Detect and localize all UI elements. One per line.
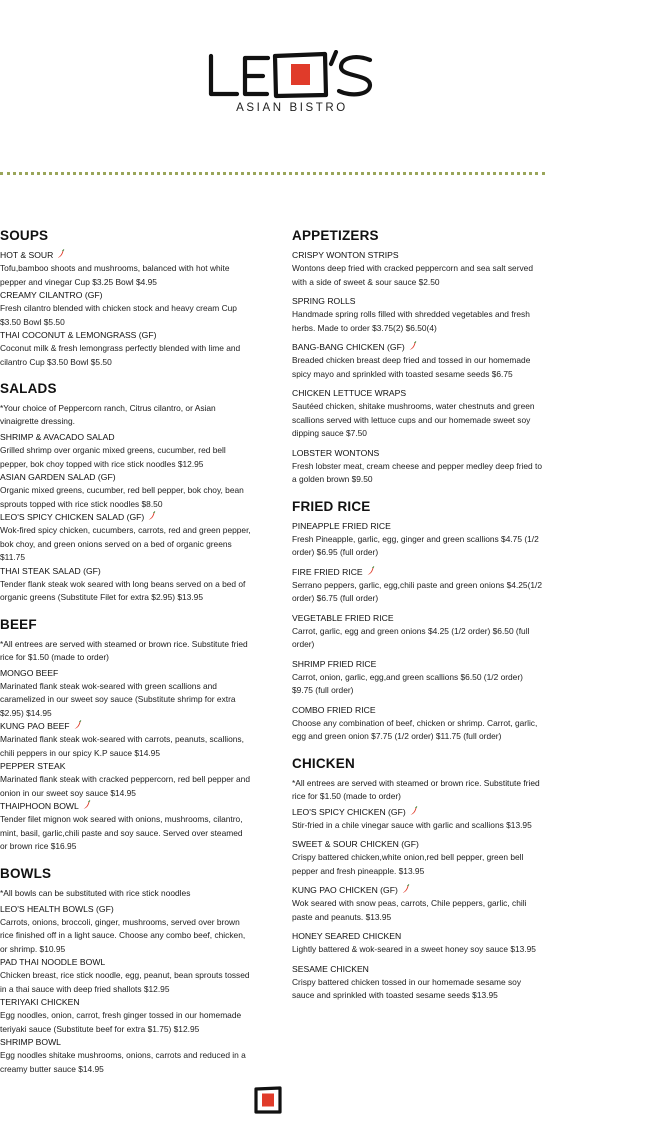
menu-item xyxy=(0,471,252,511)
menu-item xyxy=(292,704,544,744)
menu-item xyxy=(292,658,544,698)
menu-item xyxy=(0,996,252,1036)
menu-item-description: Marinated flank steak with cracked peppercorn, red bell pepper and onion in our sweet soy sauce $14.95 xyxy=(0,774,250,798)
menu-item-name: SHRIMP BOWL xyxy=(0,1037,61,1047)
chili-pepper-icon xyxy=(82,800,91,810)
menu-item-name-row xyxy=(292,295,544,308)
logo-stamp-icon xyxy=(253,1085,283,1115)
menu-item-name-row xyxy=(292,658,544,671)
menu-item-description: Crispy battered chicken,white onion,red bell pepper, green bell pepper and fresh pineapple. $13.95 xyxy=(292,852,524,876)
section-heading: BOWLS xyxy=(0,865,52,881)
menu-item xyxy=(0,565,252,605)
menu-item xyxy=(292,612,544,652)
menu-item-name-row xyxy=(292,612,544,625)
menu-item-description: Chicken breast, rice stick noodle, egg, peanut, bean sprouts tossed in a thai sauce with deep fried shallots $12.95 xyxy=(0,970,250,994)
menu-item xyxy=(292,806,544,833)
menu-item-name-row xyxy=(0,667,252,680)
menu-item xyxy=(292,341,544,381)
menu-item xyxy=(0,511,252,565)
chili-pepper-icon xyxy=(147,511,156,521)
menu-item xyxy=(292,447,544,487)
menu-item xyxy=(0,956,252,996)
section-heading: FRIED RICE xyxy=(292,498,371,514)
menu-item-name-row xyxy=(0,1036,252,1049)
menu-item-name-row xyxy=(0,511,252,524)
chili-pepper-icon xyxy=(408,341,417,351)
menu-item-name: HONEY SEARED CHICKEN xyxy=(292,931,402,941)
menu-section xyxy=(0,228,252,369)
menu-item xyxy=(0,720,252,760)
chili-pepper-icon xyxy=(56,249,65,259)
menu-item-description: Fresh cilantro blended with chicken stock and heavy cream Cup $3.50 Bowl $5.50 xyxy=(0,303,237,327)
menu-item-description: Marinated flank steak wok-seared with carrots, peanuts, scallions, chili peppers in our spicy K.P sauce $14.95 xyxy=(0,734,244,758)
menu-item-name: CREAMY CILANTRO (GF) xyxy=(0,290,103,300)
menu-item-name: SHRIMP & AVACADO SALAD xyxy=(0,432,115,442)
menu-item-name-row xyxy=(292,249,544,262)
menu-item-name-row xyxy=(0,565,252,578)
menu-section xyxy=(0,617,252,854)
section-note: *All bowls can be substituted with rice stick noodles xyxy=(0,887,191,898)
menu-item-name: SWEET & SOUR CHICKEN (GF) xyxy=(292,839,419,849)
section-heading: CHICKEN xyxy=(292,755,355,771)
menu-item-name: LEO'S SPICY CHICKEN SALAD (GF) xyxy=(0,512,145,522)
menu-item-description: Wontons deep fried with cracked peppercorn and sea salt served with a side of sweet & sour sauce $2.50 xyxy=(292,263,533,287)
menu-item xyxy=(0,800,252,854)
chili-pepper-icon xyxy=(409,806,418,816)
menu-item-description: Egg noodles shitake mushrooms, onions, carrots and reduced in a creamy butter sauce $14.95 xyxy=(0,1050,246,1074)
leos-logo-wordmark xyxy=(205,50,375,100)
section-note: *Your choice of Peppercorn ranch, Citrus cilantro, or Asian vinaigrette dressing. xyxy=(0,403,216,426)
menu-section xyxy=(292,756,544,1003)
menu-item-name: HOT & SOUR xyxy=(0,250,54,260)
section-heading: SALADS xyxy=(0,381,57,396)
menu-item-name: ASIAN GARDEN SALAD (GF) xyxy=(0,472,116,482)
chili-pepper-icon xyxy=(366,566,375,576)
menu-item-description: Sautéed chicken, shitake mushrooms, water chestnuts and green scallions served with lettuce cups and our homemade sweet soy dipping sauce $7.50 xyxy=(292,401,535,438)
menu-item-name: TERIYAKI CHICKEN xyxy=(0,997,80,1007)
menu-item-description: Coconut milk & fresh lemongrass perfectly blended with lime and cilantro Cup $3.50 Bowl $5.50 xyxy=(0,343,241,367)
menu-item-name-row xyxy=(0,800,252,813)
section-note: *All entrees are served with steamed or brown rice. Substitute fried rice for $1.50 (made to order) xyxy=(0,638,248,662)
menu-item-description: Carrot, onion, garlic, egg,and green scallions $6.50 (1/2 order) $9.75 (full order) xyxy=(292,671,523,695)
menu-item-description: Carrots, onions, broccoli, ginger, mushrooms, served over brown rice finished off in a light sauce. Choose any combo beef, chicken, or shrimp. $10.95 xyxy=(0,916,246,954)
menu-item-description: Fresh lobster meat, cream cheese and pepper medley deep fried to a golden brown $9.50 xyxy=(292,460,542,484)
menu-right-column xyxy=(292,224,544,1015)
menu-item-name-row xyxy=(292,704,544,717)
menu-item-name-row xyxy=(0,903,252,916)
menu-item-name: LOBSTER WONTONS xyxy=(292,447,380,458)
menu-item xyxy=(292,963,544,1003)
menu-item-name-row xyxy=(292,806,544,819)
menu-item-name: SPRING ROLLS xyxy=(292,296,356,306)
menu-item-name-row xyxy=(292,963,544,976)
menu-section xyxy=(0,866,252,1077)
menu-item-name: PINEAPPLE FRIED RICE xyxy=(292,520,391,531)
menu-item-name-row xyxy=(292,838,544,851)
menu-item-description: Lightly battered & wok-seared in a sweet honey soy sauce $13.95 xyxy=(292,944,536,954)
menu-item-name-row xyxy=(0,956,252,969)
menu-item-name: CHICKEN LETTUCE WRAPS xyxy=(292,388,407,398)
menu-item-name-row xyxy=(0,431,252,444)
chili-pepper-icon xyxy=(401,884,410,894)
menu-item-name: LEO'S SPICY CHICKEN (GF) xyxy=(292,806,406,817)
menu-item-name: CRISPY WONTON STRIPS xyxy=(292,250,399,260)
menu-item-name: BANG-BANG CHICKEN (GF) xyxy=(292,342,405,352)
menu-item xyxy=(292,884,544,924)
menu-item-name: KUNG PAO CHICKEN (GF) xyxy=(292,885,398,895)
menu-item xyxy=(0,431,252,471)
menu-item-description: Choose any combination of beef, chicken or shrimp. Carrot, garlic, egg and green onion $7.75 (1/2 order) $11.75 (full order) xyxy=(292,717,538,741)
menu-item-name-row xyxy=(292,884,544,897)
menu-item xyxy=(292,295,544,335)
menu-item-description: Wok-fired spicy chicken, cucumbers, carrots, red and green pepper, bok choy, and green onions served on a bed of organic greens $11.75 xyxy=(0,525,251,562)
menu-section xyxy=(0,381,252,605)
menu-item xyxy=(0,329,252,369)
menu-section xyxy=(292,228,544,487)
menu-item-name: SESAME CHICKEN xyxy=(292,963,369,974)
menu-item-name: PEPPER STEAK xyxy=(0,761,66,771)
menu-item-name-row xyxy=(0,249,252,262)
menu-item xyxy=(292,249,544,289)
menu-item xyxy=(292,566,544,606)
menu-item-name: THAI STEAK SALAD (GF) xyxy=(0,565,101,576)
section-heading: BEEF xyxy=(0,616,37,632)
menu-item-description: Breaded chicken breast deep fried and tossed in our homemade spicy mayo and sprinkled with toasted sesame seeds $6.75 xyxy=(292,355,531,379)
menu-item-name-row xyxy=(292,930,544,943)
menu-item-name: LEO'S HEALTH BOWLS (GF) xyxy=(0,903,114,914)
menu-item-name-row xyxy=(0,471,252,484)
menu-item-description: Organic mixed greens, cucumber, red bell pepper, bok choy, bean sprouts topped with rice stick noodles $8.50 xyxy=(0,485,244,509)
menu-item-description: Egg noodles, onion, carrot, fresh ginger tossed in our homemade teriyaki sauce (Substitute beef for extra $1.75) $12.95 xyxy=(0,1010,242,1034)
menu-item xyxy=(292,838,544,878)
menu-item xyxy=(0,903,252,957)
menu-item xyxy=(0,1036,252,1076)
menu-item xyxy=(0,760,252,800)
menu-item-name-row xyxy=(292,341,544,354)
menu-item-description: Crispy battered chicken tossed in our homemade sesame soy sauce and sprinkled with toasted sesame seeds $13.95 xyxy=(292,976,522,1000)
menu-item-name-row xyxy=(0,329,252,342)
menu-item-name-row xyxy=(0,289,252,302)
menu-item-name-row xyxy=(292,520,544,533)
menu-item-name-row xyxy=(0,760,252,773)
menu-item-description: Fresh Pineapple, garlic, egg, ginger and green scallions $4.75 (1/2 order) $6.95 (full order) xyxy=(292,533,539,557)
dotted-divider xyxy=(0,172,545,176)
menu-item-name-row xyxy=(292,447,544,460)
menu-item-name-row xyxy=(0,996,252,1009)
menu-item-name: VEGETABLE FRIED RICE xyxy=(292,612,394,623)
chili-pepper-icon xyxy=(73,720,82,730)
menu-item-name-row xyxy=(292,387,544,400)
menu-item-description: Handmade spring rolls filled with shredded vegetables and fresh herbs. Made to order $3.75(2) $6.50(4) xyxy=(292,309,530,333)
menu-item-description: Grilled shrimp over organic mixed greens, cucumber, red bell pepper, bok choy topped with rice stick noodles $12.95 xyxy=(0,445,226,469)
menu-item-name: MONGO BEEF xyxy=(0,667,59,678)
section-note: *All entrees are served with steamed or brown rice. Substitute fried rice for $1.50 (made to order) xyxy=(292,777,540,801)
menu-item xyxy=(0,667,252,721)
menu-item-name-row xyxy=(292,566,544,579)
menu-item-name-row xyxy=(0,720,252,733)
menu-item-name: THAI COCONUT & LEMONGRASS (GF) xyxy=(0,330,157,340)
menu-item-name: THAIPHOON BOWL xyxy=(0,801,79,811)
menu-item xyxy=(292,930,544,957)
menu-item-description: Marinated flank steak wok-seared with green scallions and caramelized in our sweet soy sauce (Substitute shrimp for extra $2.95) $14.95 xyxy=(0,680,236,718)
menu-item-description: Serrano peppers, garlic, egg,chili paste and green onions $4.25(1/2 order) $6.75 (full order) xyxy=(292,579,543,603)
logo-tagline: ASIAN BISTRO xyxy=(236,102,348,114)
menu-section xyxy=(292,499,544,744)
menu-item xyxy=(292,520,544,560)
menu-item-name: PAD THAI NOODLE BOWL xyxy=(0,957,106,967)
menu-item-description: Tender flank steak wok seared with long beans served on a bed of organic greens (Substitute Filet for extra $2.95) $13.95 xyxy=(0,578,246,602)
menu-item xyxy=(292,387,544,441)
section-heading: SOUPS xyxy=(0,228,49,243)
menu-item-description: Wok seared with snow peas, carrots, Chile peppers, garlic, chili paste and peanuts. $13.95 xyxy=(292,898,527,922)
menu-item-name: SHRIMP FRIED RICE xyxy=(292,658,377,669)
menu-item-description: Carrot, garlic, egg and green onions $4.25 (1/2 order) $6.50 (full order) xyxy=(292,625,530,649)
menu-item-description: Tender filet mignon wok seared with onions, mushrooms, cilantro, mint, basil, garlic,chili paste and soy sauce. Served over steamed or brown rice $16.95 xyxy=(0,814,243,851)
restaurant-logo xyxy=(205,48,375,118)
menu-item-name: COMBO FRIED RICE xyxy=(292,704,376,715)
menu-item xyxy=(0,289,252,329)
menu-item xyxy=(0,249,252,289)
menu-item-name: KUNG PAO BEEF xyxy=(0,721,70,731)
menu-item-name: FIRE FRIED RICE xyxy=(292,566,363,577)
menu-item-description: Tofu,bamboo shoots and mushrooms, balanced with hot white pepper and vinegar Cup $3.25 Bowl $4.95 xyxy=(0,263,230,287)
section-heading: APPETIZERS xyxy=(292,228,379,243)
menu-left-column xyxy=(0,224,252,1088)
menu-item-description: Stir-fried in a chile vinegar sauce with garlic and scallions $13.95 xyxy=(292,819,532,830)
